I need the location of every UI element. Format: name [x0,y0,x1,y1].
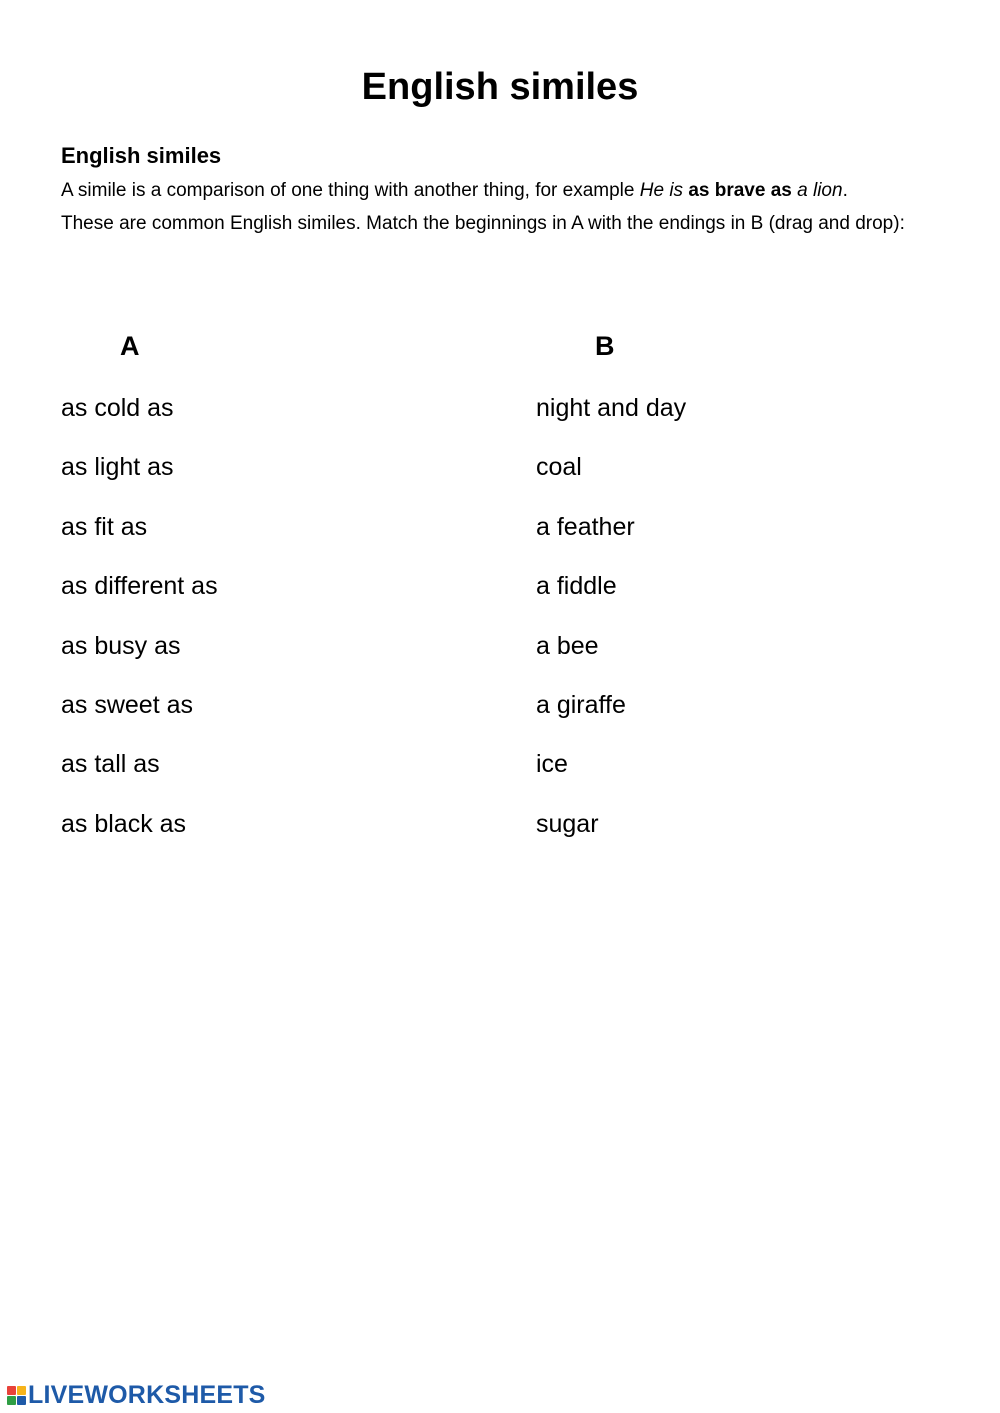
simile-beginning-item: as light as [61,453,174,482]
page-title: English similes [361,66,639,108]
column-a-header: A [120,331,140,361]
liveworksheets-brand [7,1380,266,1410]
example-italic: He is [639,180,689,201]
simile-beginning-item: as tall as [61,750,160,779]
logo-square [17,1396,26,1405]
simile-beginning-item: as fit as [61,512,148,541]
liveworksheets-logo-icon [7,1386,26,1405]
section-heading: English similes [61,143,222,168]
simile-beginning-item: as busy as [61,631,181,660]
matching-instruction: These are common English similes. Match the beginnings in A with the endings in B (drag and drop): [61,213,905,234]
brand-name: LIVEWORKSHEETS [28,1381,266,1409]
simile-beginning-item: as sweet as [61,690,194,719]
instructions [61,174,931,240]
column-b-list [536,388,936,863]
draggable-simile-ending[interactable]: a bee [536,631,599,660]
column-a-list [61,388,461,863]
draggable-simile-ending[interactable]: a feather [536,512,635,541]
simile-definition: A simile is a comparison of one thing with another thing, for example He is as brave as a lion. [61,180,848,201]
draggable-simile-ending[interactable]: a fiddle [536,572,617,601]
draggable-simile-ending[interactable]: a giraffe [536,690,626,719]
column-b-header: B [595,331,615,361]
draggable-simile-ending[interactable]: ice [536,750,568,779]
simile-beginning-item: as cold as [61,394,174,422]
example-italic-tail: a lion [791,180,843,201]
simile-beginning-item: as different as [61,572,218,601]
logo-square [17,1386,26,1395]
logo-square [7,1396,16,1405]
draggable-simile-ending[interactable]: sugar [536,809,599,838]
logo-square [7,1386,16,1395]
example-bold: as brave as [688,180,792,201]
simile-beginning-item: as black as [61,809,187,838]
draggable-simile-ending[interactable]: night and day [536,394,687,422]
draggable-simile-ending[interactable]: coal [536,453,582,482]
